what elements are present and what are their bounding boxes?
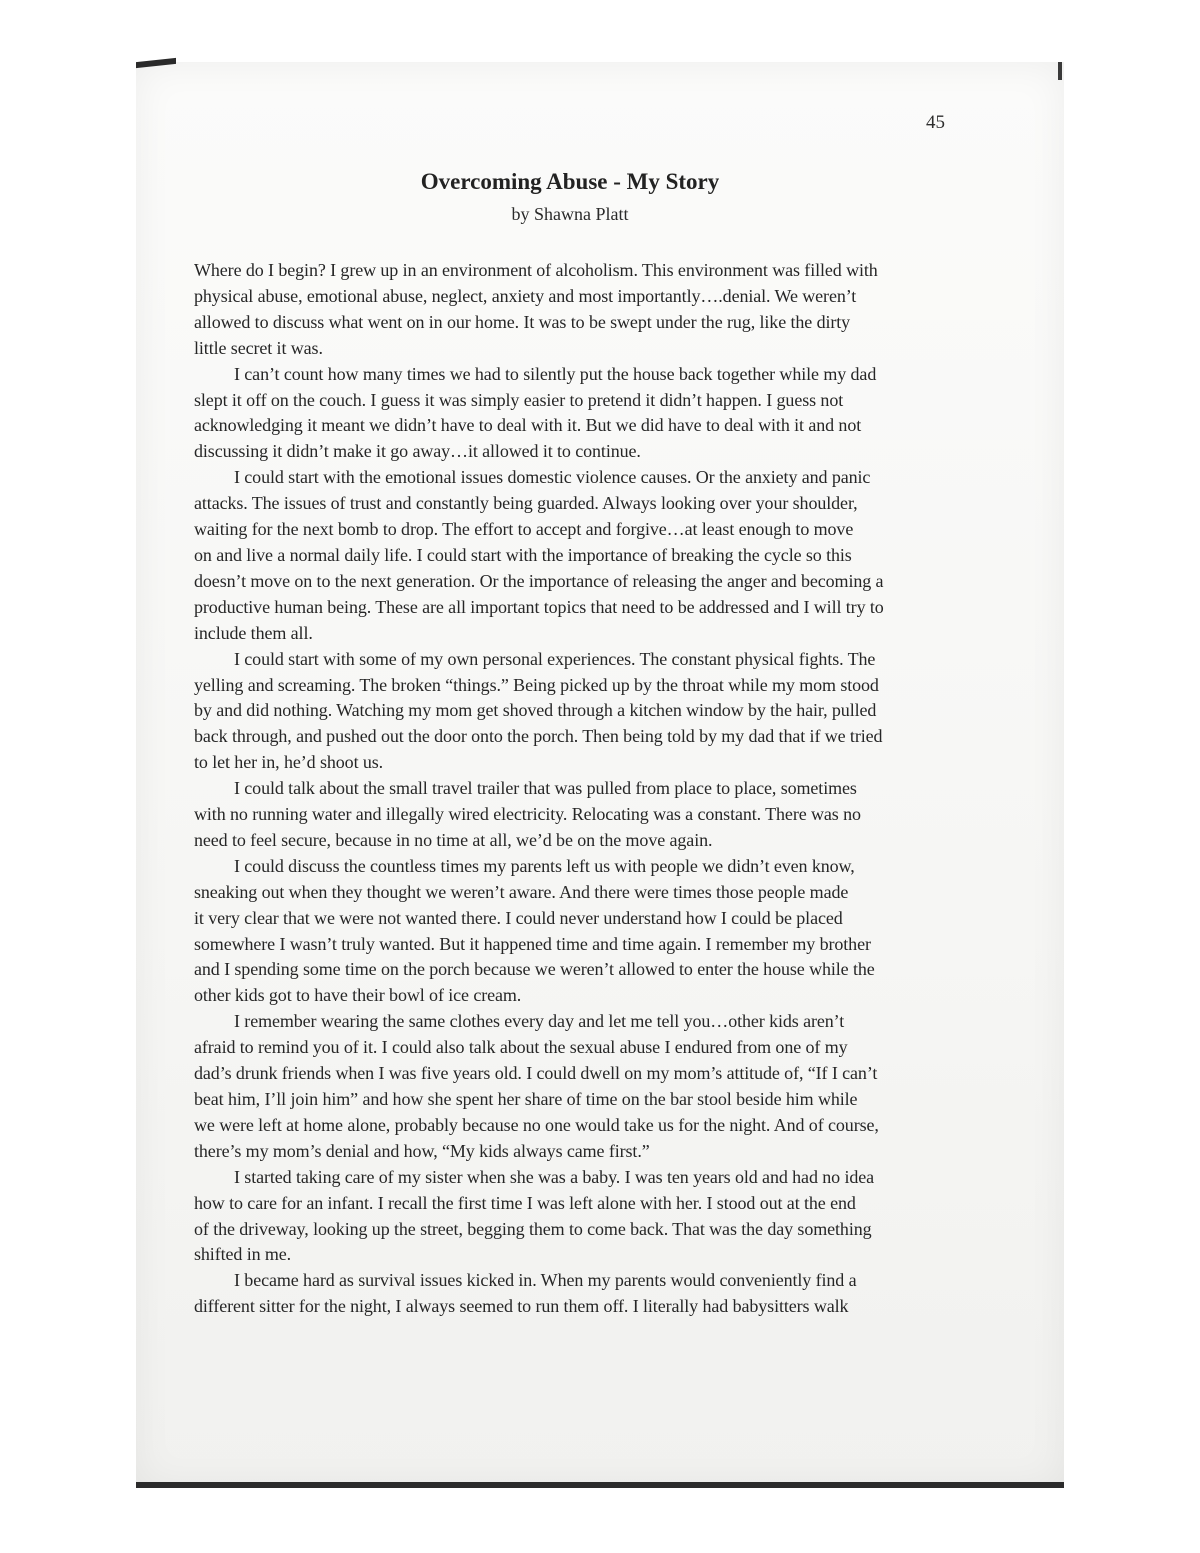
paragraph-line: productive human being. These are all important topics that need to be addressed and I will try to: [194, 596, 884, 617]
paragraph-line: discussing it didn’t make it go away…it allowed it to continue.: [194, 441, 641, 462]
paragraph-line: doesn’t move on to the next generation. Or the importance of releasing the anger and becoming a: [194, 570, 884, 591]
body-paragraph: [194, 1268, 954, 1320]
body-paragraph: [194, 647, 954, 777]
page-edge-top-right: [1058, 62, 1062, 80]
paragraph-line: I could discuss the countless times my parents left us with people we didn’t even know,: [234, 855, 855, 876]
paragraph-line: beat him, I’ll join him” and how she spent her share of time on the bar stool beside him while: [194, 1089, 858, 1109]
paragraph-line: with no running water and illegally wired electricity. Relocating was a constant. There was no: [194, 804, 861, 825]
paragraph-line: afraid to remind you of it. I could also talk about the sexual abuse I endured from one of my: [194, 1037, 848, 1058]
paragraph-line: acknowledging it meant we didn’t have to deal with it. But we did have to deal with it and not: [194, 415, 862, 436]
paragraph-line: shifted in me.: [194, 1244, 292, 1265]
paragraph-line: slept it off on the couch. I guess it was simply easier to pretend it didn’t happen. I guess not: [194, 389, 844, 410]
paragraph-line: of the driveway, looking up the street, begging them to come back. That was the day something: [194, 1218, 872, 1239]
paragraph-line: I started taking care of my sister when she was a baby. I was ten years old and had no idea: [234, 1166, 875, 1187]
paragraph-line: on and live a normal daily life. I could start with the importance of breaking the cycle so this: [194, 544, 852, 565]
paragraph-line: and I spending some time on the porch because we weren’t allowed to enter the house while the: [194, 959, 875, 980]
paragraph-line: I can’t count how many times we had to silently put the house back together while my dad: [234, 363, 877, 384]
paragraph-line: physical abuse, emotional abuse, neglect, anxiety and most importantly….denial. We weren’t: [194, 285, 857, 306]
page-edge-bottom: [136, 1482, 1064, 1488]
paragraph-line: waiting for the next bomb to drop. The effort to accept and forgive…at least enough to move: [194, 519, 854, 540]
body-paragraph: [194, 362, 954, 466]
paragraph-line: we were left at home alone, probably because no one would take us for the night. And of course,: [194, 1114, 879, 1135]
paragraph-line: I could start with some of my own personal experiences. The constant physical fights. The: [234, 648, 876, 669]
paragraph-line: dad’s drunk friends when I was five years old. I could dwell on my mom’s attitude of, “If I can’t: [194, 1063, 878, 1084]
body-paragraph: [194, 465, 954, 646]
paragraph-line: I could start with the emotional issues domestic violence causes. Or the anxiety and panic: [234, 467, 871, 488]
paragraph-line: attacks. The issues of trust and constantly being guarded. Always looking over your shoulder,: [194, 493, 858, 514]
paragraph-line: how to care for an infant. I recall the first time I was left alone with her. I stood out at the end: [194, 1192, 856, 1213]
paragraph-line: I became hard as survival issues kicked in. When my parents would conveniently find a: [234, 1270, 857, 1291]
paragraph-line: sneaking out when they thought we weren’t aware. And there were times those people made: [194, 881, 849, 902]
paragraph-line: to let her in, he’d shoot us.: [194, 752, 384, 773]
page-number: 45: [926, 112, 945, 133]
paragraph-line: different sitter for the night, I always seemed to run them off. I literally had babysitters walk: [194, 1296, 849, 1317]
body-paragraph: [194, 1165, 954, 1269]
paragraph-line: allowed to discuss what went on in our home. It was to be swept under the rug, like the dirty: [194, 311, 851, 332]
paragraph-line: back through, and pushed out the door onto the porch. Then being told by my dad that if we tried: [194, 726, 883, 747]
paragraph-line: yelling and screaming. The broken “things.” Being picked up by the throat while my mom stood: [194, 674, 879, 695]
paragraph-line: there’s my mom’s denial and how, “My kids always came first.”: [194, 1140, 650, 1161]
body-paragraph: [194, 258, 954, 362]
paragraph-line: somewhere I wasn’t truly wanted. But it happened time and time again. I remember my brother: [194, 933, 871, 954]
paragraph-line: include them all.: [194, 622, 313, 643]
paragraph-line: need to feel secure, because in no time at all, we’d be on the move again.: [194, 829, 713, 850]
body-paragraph: [194, 1009, 954, 1164]
body-paragraph: [194, 854, 954, 1009]
paragraph-line: I remember wearing the same clothes every day and let me tell you…other kids aren’t: [234, 1011, 845, 1032]
story-title: Overcoming Abuse - My Story: [420, 169, 720, 194]
paragraph-line: it very clear that we were not wanted there. I could never understand how I could be placed: [194, 907, 843, 928]
body-paragraph: [194, 776, 954, 854]
paragraph-line: other kids got to have their bowl of ice cream.: [194, 985, 522, 1006]
paragraph-line: I could talk about the small travel trailer that was pulled from place to place, sometimes: [234, 778, 857, 799]
paragraph-line: little secret it was.: [194, 337, 323, 358]
story-body: [194, 258, 954, 1320]
paragraph-line: Where do I begin? I grew up in an environment of alcoholism. This environment was filled with: [194, 260, 878, 280]
paragraph-line: by and did nothing. Watching my mom get shoved through a kitchen window by the hair, pulled: [194, 700, 877, 721]
story-byline: by Shawna Platt: [511, 204, 629, 224]
